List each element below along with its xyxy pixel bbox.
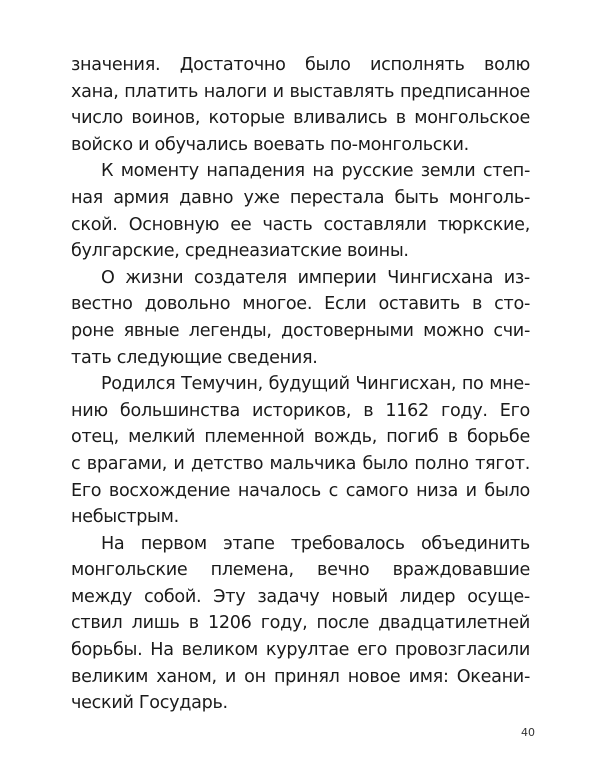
paragraph-first-line: О жизни создателя империи Чингисхана из- [101,267,530,288]
text-line: вестно довольно многое. Если оставить в сто- [71,294,530,315]
page-number: 40 [521,726,535,739]
text-line: роне явные легенды, достоверными можно счи- [71,320,530,341]
text-line: ствил лишь в 1206 году, после двадцатилетней [71,613,530,634]
text-line: ской. Основную ее часть составляли тюркские, [71,214,530,235]
text-line: булгарские, среднеазиатские воины. [71,241,409,262]
text-line: борьбы. На великом курултае его провозгласили [71,640,530,661]
text-line: значения. Достаточно было исполнять волю [71,55,530,75]
text-line: монгольские племена, вечно враждовавшие [71,560,530,581]
text-line: между собой. Эту задачу новый лидер осуще- [71,586,530,607]
body-text [71,52,530,717]
text-line: ная армия давно уже перестала быть монголь- [71,187,530,208]
text-line: Его восхождение началось с самого низа и было [71,480,530,501]
paragraph-first-line: К моменту нападения на русские земли степ- [101,161,530,182]
text-line: нию большинства историков, в 1162 году. Его [71,400,530,421]
text-line: ческий Государь. [71,693,228,714]
text-line: тать следующие сведения. [71,347,318,368]
text-line: число воинов, которые вливались в монгольское [71,108,530,129]
paragraph-first-line: Родился Темучин, будущий Чингисхан, по мне- [101,374,530,395]
text-line: небыстрым. [71,507,179,528]
text-line: войско и обучались воевать по-монгольски. [71,134,469,155]
text-line: с врагами, и детство мальчика было полно тягот. [71,453,530,474]
text-line: отец, мелкий племенной вождь, погиб в борьбе [71,427,530,448]
text-line: хана, платить налоги и выставлять предписанное [71,81,530,102]
text-line: великим ханом, и он принял новое имя: Океани- [71,666,530,687]
paragraph-first-line: На первом этапе требовалось объединить [101,533,530,554]
